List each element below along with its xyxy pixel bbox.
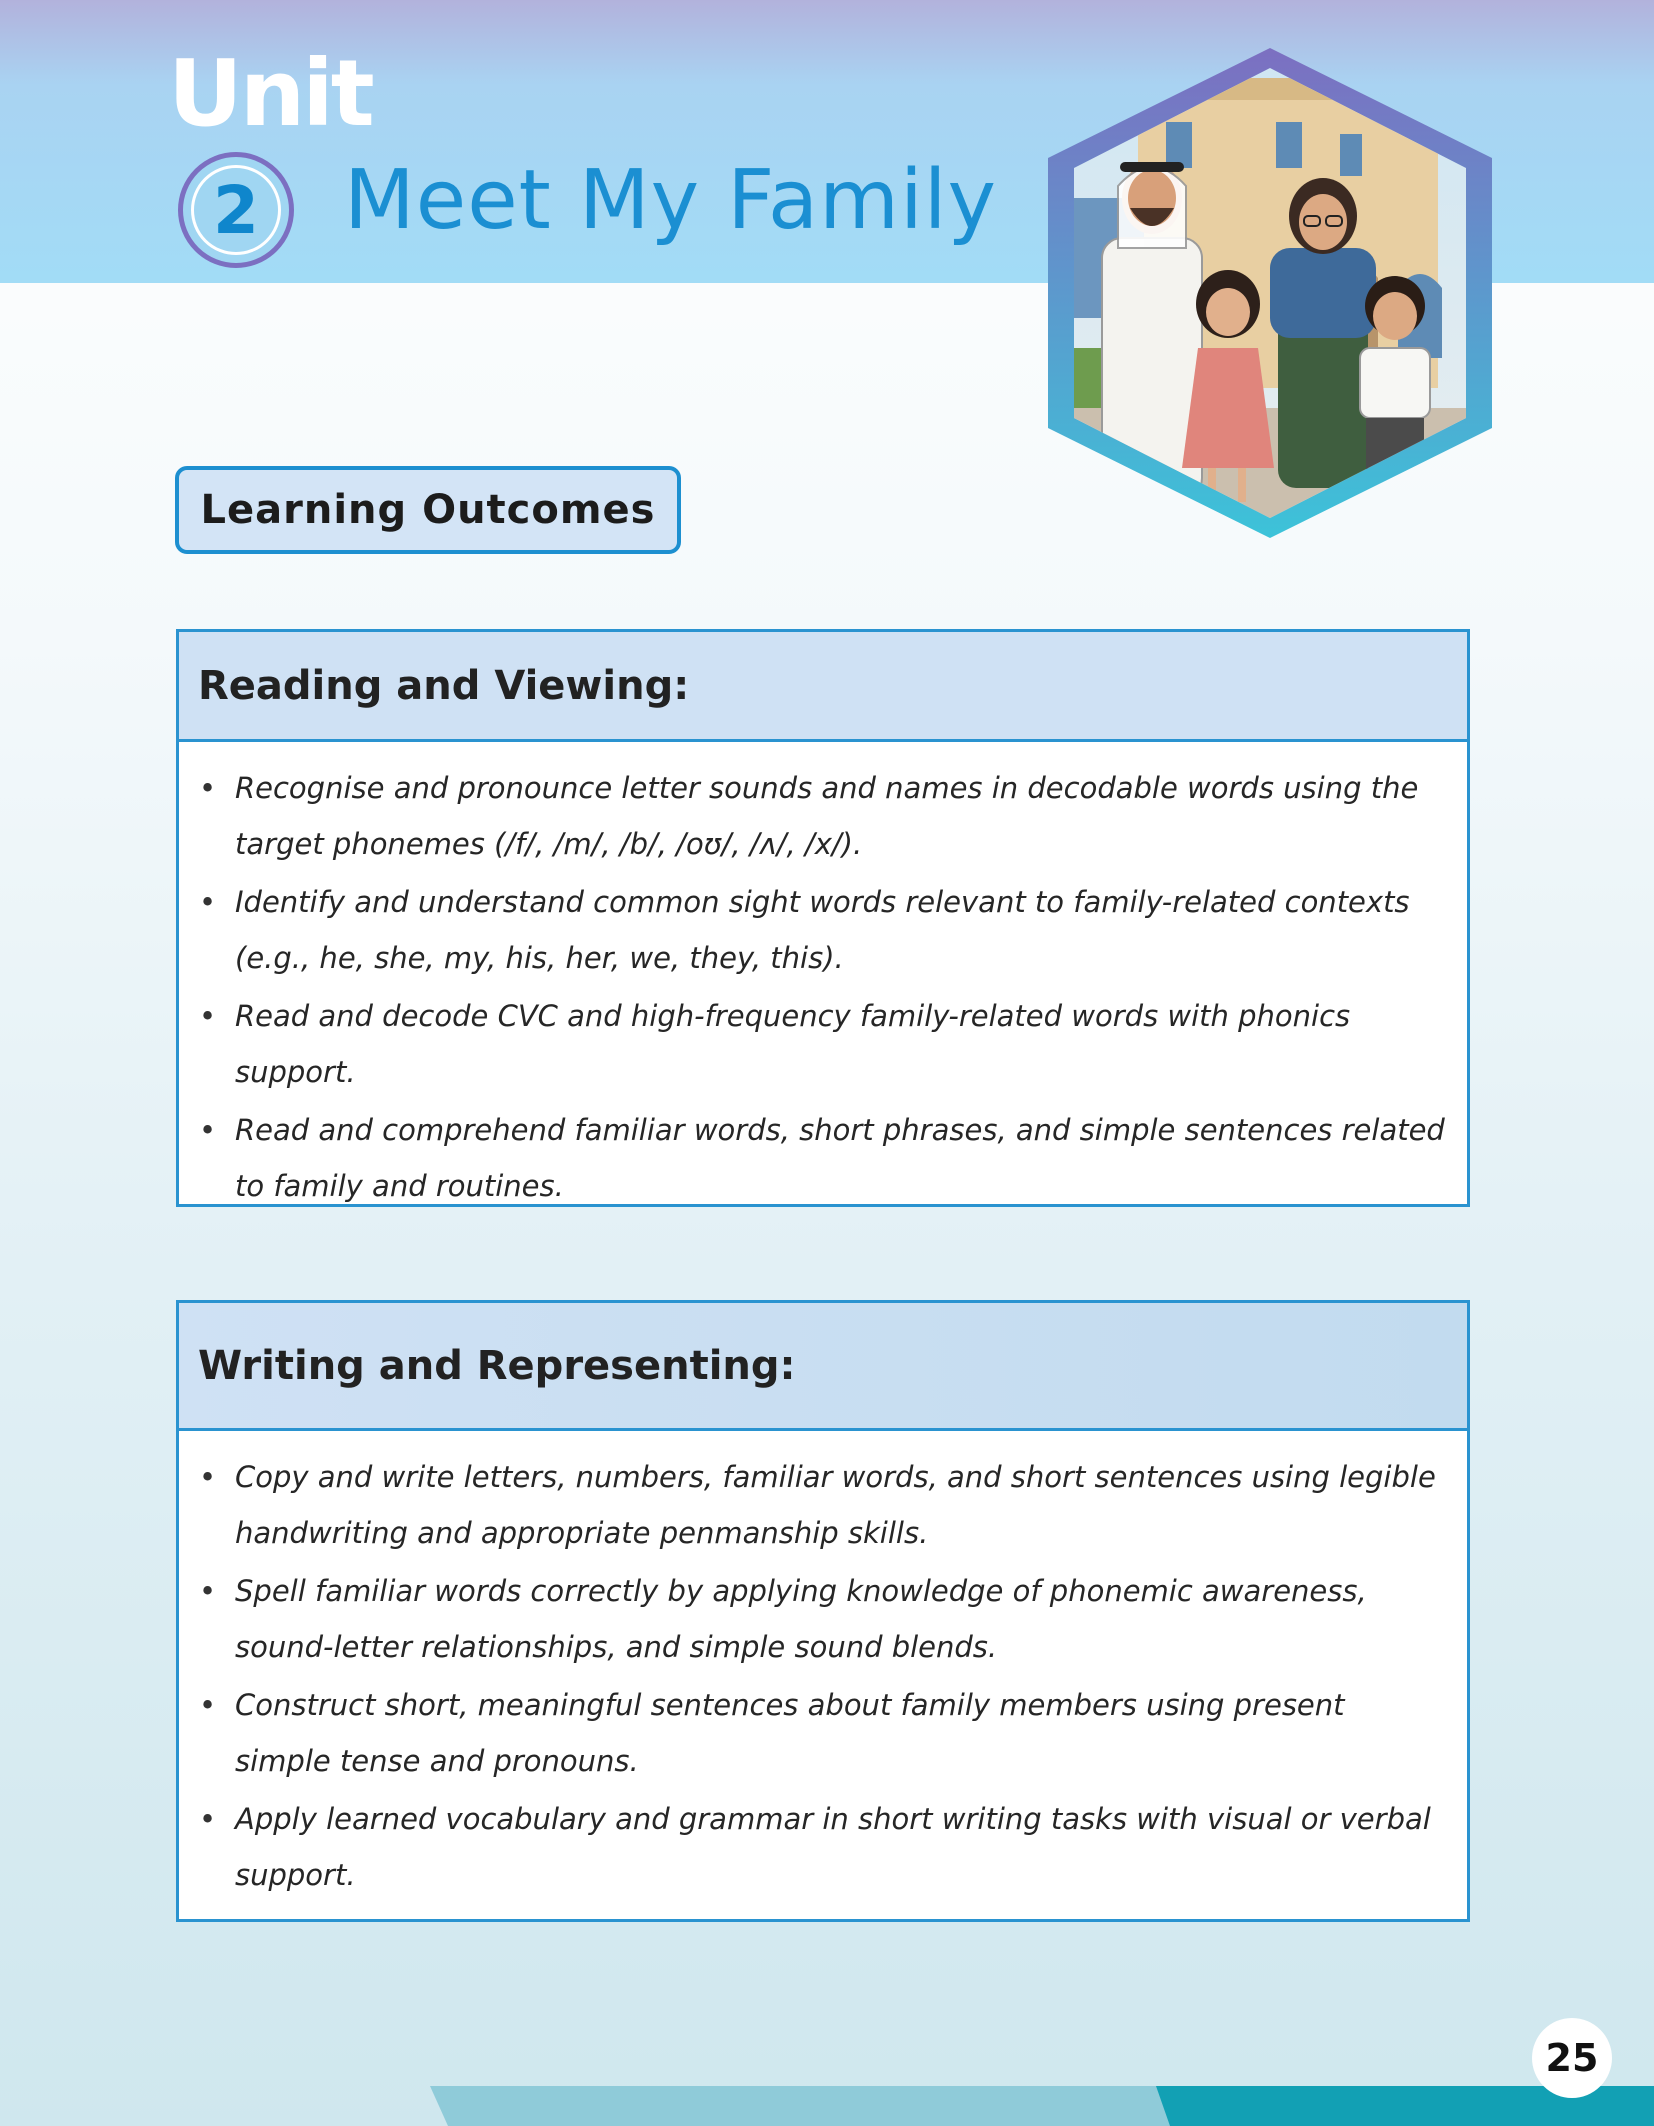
mother-face — [1299, 194, 1347, 250]
list-item: • Recognise and pronounce letter sounds and names in decodable words using the target phonemes (/f/, /m/, /b/, /oʊ/, /ʌ/, /x/). — [235, 760, 1447, 872]
writing-representing-title: Writing and Representing: — [198, 1342, 796, 1389]
girl-face — [1206, 288, 1250, 336]
learning-outcomes-badge — [175, 466, 681, 554]
page-number: 25 — [1532, 2018, 1612, 2098]
girl-leg — [1238, 468, 1246, 502]
unit-number-badge — [178, 152, 294, 268]
unit-label: Unit — [168, 40, 372, 147]
girl-dress — [1182, 348, 1274, 468]
unit-title: Meet My Family — [344, 153, 998, 248]
writing-representing-list — [179, 1431, 1467, 1903]
reading-viewing-section — [176, 629, 1470, 1207]
family-illustration — [1048, 48, 1492, 538]
unit-number: 2 — [191, 165, 281, 255]
reading-viewing-title: Reading and Viewing: — [198, 662, 690, 709]
list-item: • Construct short, meaningful sentences about family members using present simple tense and pronouns. — [235, 1677, 1447, 1789]
list-item: • Identify and understand common sight words relevant to family-related contexts (e.g., he, she, my, his, her, we, they, this). — [235, 874, 1447, 986]
list-item: • Copy and write letters, numbers, familiar words, and short sentences using legible handwriting and appropriate penmanship skills. — [235, 1449, 1447, 1561]
learning-outcomes-label: Learning Outcomes — [200, 487, 656, 533]
list-item: • Read and comprehend familiar words, short phrases, and simple sentences related to family and routines. — [235, 1102, 1447, 1214]
father-agal — [1120, 162, 1184, 172]
boy-face — [1373, 292, 1417, 340]
reading-viewing-header — [179, 632, 1467, 742]
writing-representing-section — [176, 1300, 1470, 1922]
list-item: • Read and decode CVC and high-frequency family-related words with phonics support. — [235, 988, 1447, 1100]
list-item: • Spell familiar words correctly by applying knowledge of phonemic awareness, sound-letter relationships, and simple sound blends. — [235, 1563, 1447, 1675]
list-item: • Apply learned vocabulary and grammar in short writing tasks with visual or verbal support. — [235, 1791, 1447, 1903]
mother-jacket — [1270, 248, 1376, 338]
house-window — [1276, 122, 1302, 168]
writing-representing-header — [179, 1303, 1467, 1431]
boy-shirt — [1360, 348, 1430, 418]
reading-viewing-list — [179, 742, 1467, 1214]
house-window — [1340, 134, 1362, 176]
house-window — [1166, 122, 1192, 168]
